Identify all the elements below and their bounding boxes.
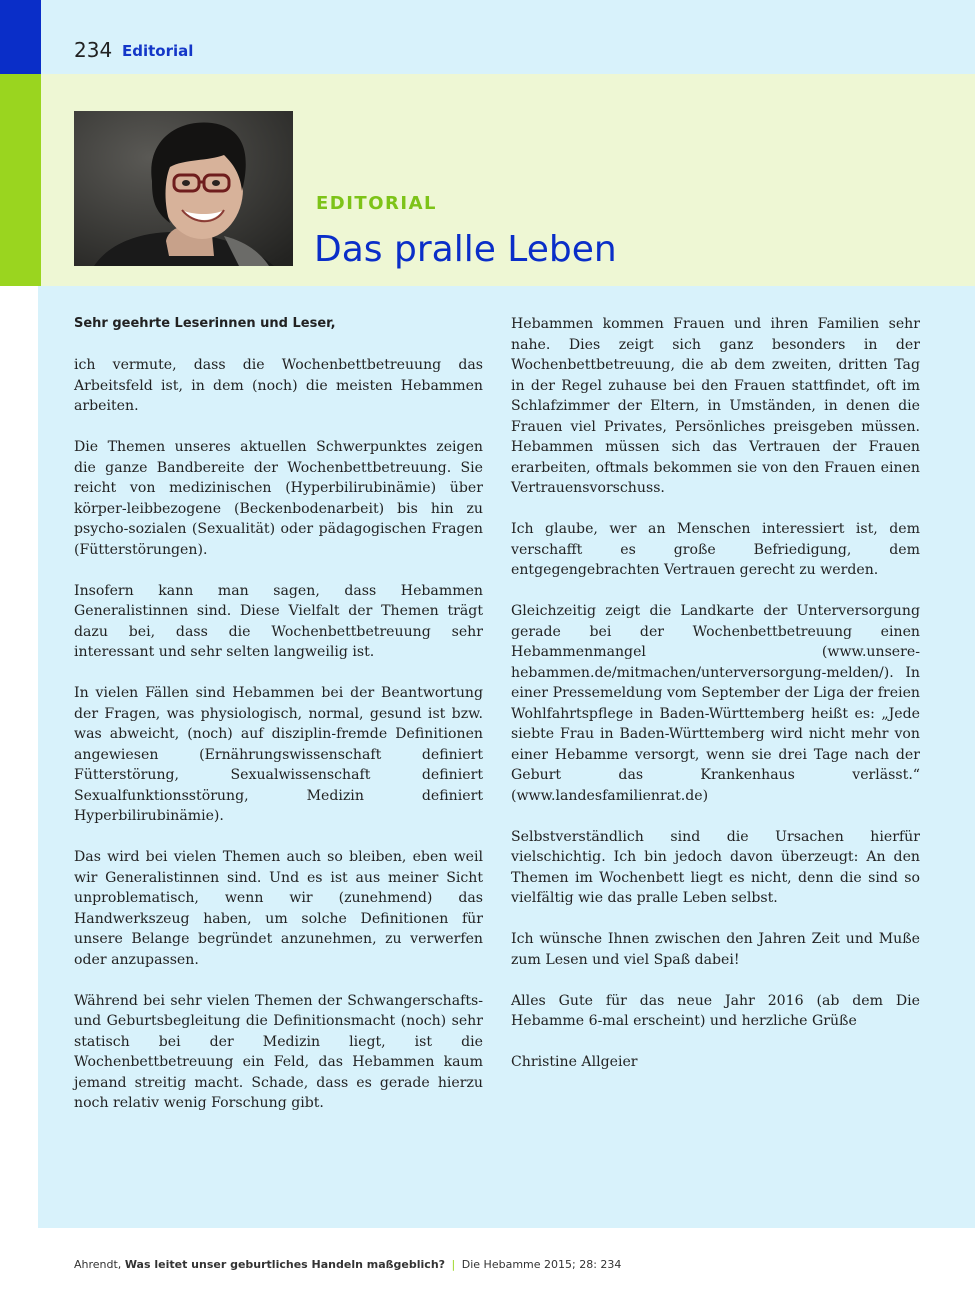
article-kicker: EDITORIAL [316, 193, 437, 214]
paragraph: Das wird bei vielen Themen auch so bleiben, eben weil wir Generalistinnen sind. Und es ist aus meiner Sicht unproblematisch, wenn wir (zunehmend) das Handwerkszeug haben, um solche Definitionen für unsere Belange begründet anzunehmen, zu verwerfen oder anzupassen. [74, 849, 483, 968]
salutation: Sehr geehrte Leserinnen und Leser, [74, 316, 336, 331]
paragraph: Hebammen kommen Frauen und ihren Familien sehr nahe. Dies zeigt sich ganz besonders in der Wochenbettbetreuung, die ab dem zweiten, dritten Tag in der Regel zuhause bei den Frauen stattfindet, oft im Schlafzimmer der Eltern, in Umständen, in denen die Frauen viel Privates, Persönliches preisgeben müssen. Hebammen müssen sich das Vertrauen der Frauen erarbeiten, oftmals bekommen sie von den Frauen einen Vertrauensvorschuss. [511, 316, 920, 496]
paragraph: Während bei sehr vielen Themen der Schwangerschafts- und Geburtsbegleitung die Definitionsmacht (noch) sehr statisch bei der Medizin liegt, ist die Wochenbettbetreuung ein Feld, das Hebammen kaum jemand streitig macht. Schade, dass es gerade hierzu noch relativ wenig Forschung gibt. [74, 992, 483, 1111]
footer-author: Ahrendt, [74, 1258, 122, 1271]
paragraph: Insofern kann man sagen, dass Hebammen Generalistinnen sind. Diese Vielfalt der Themen trägt dazu bei, dass die Wochenbettbetreuung sehr interessant und sehr selten langweilig ist. [74, 582, 483, 660]
signature: Christine Allgeier [511, 1054, 638, 1070]
page-number: 234 [74, 38, 113, 62]
paragraph: Selbstverständlich sind die Ursachen hierfür vielschichtig. Ich bin jedoch davon überzeugt: An den Themen im Wochenbett liegt es nicht, denn die sind so vielfältig wie das pralle Leben selbst. [511, 828, 920, 906]
footer-separator: | [451, 1258, 456, 1271]
right-column [511, 314, 920, 1093]
green-edge-bar [0, 74, 41, 286]
paragraph: Alles Gute für das neue Jahr 2016 (ab dem Die Hebamme 6-mal erscheint) und herzliche Grüße [511, 992, 920, 1029]
paragraph: Ich glaube, wer an Menschen interessiert ist, dem verschafft es große Befriedigung, dem entgegengebrachten Vertrauen gerecht zu werden. [511, 521, 920, 578]
left-column [74, 314, 483, 1134]
top-band [0, 0, 975, 74]
paragraph: In vielen Fällen sind Hebammen bei der Beantwortung der Fragen, was physiologisch, normal, gesund ist bzw. was abweicht, (noch) auf disziplin-fremde Definitionen angewiesen (Ernährungswissenschaft definiert Fütterstörung, Sexualwissenschaft definiert Sexualfunktionsstörung, Medizin definiert Hyperbilirubinämie). [74, 685, 483, 824]
paragraph: Gleichzeitig zeigt die Landkarte der Unterversorgung gerade bei der Wochenbettbetreuung einen Hebammenmangel (www.unsere-hebammen.de/mitmachen/unterversorgung-melden/). In einer Pressemeldung vom September der Liga der freien Wohlfahrtspflege in Baden-Württemberg heißt es: „Jede siebte Frau in Baden-Württemberg wird nicht mehr von einer Hebamme versorgt, wenn sie drei Tage nach der Geburt das Krankenhaus verlässt.“ (www.landesfamilienrat.de) [511, 603, 920, 804]
author-portrait [74, 111, 293, 266]
portrait-photo-icon [74, 111, 293, 266]
paragraph: Die Themen unseres aktuellen Schwerpunktes zeigen die ganze Bandbereite der Wochenbettbetreuung. Sie reicht von medizinischen (Hyperbilirubinämie) über körper-leibbezogene (Beckenbodenarbeit) bis hin zu psycho-sozialen (Sexualität) oder pädagogischen Fragen (Fütterstörungen). [74, 439, 483, 558]
paragraph: ich vermute, dass die Wochenbettbetreuung das Arbeitsfeld ist, in dem (noch) die meisten Hebammen arbeiten. [74, 357, 483, 414]
paragraph: Ich wünsche Ihnen zwischen den Jahren Zeit und Muße zum Lesen und viel Spaß dabei! [511, 931, 920, 968]
article-title: Das pralle Leben [314, 229, 617, 270]
footer-citation [74, 1258, 621, 1271]
blue-edge-bar [0, 0, 41, 74]
footer-article-title: Was leitet unser geburtliches Handeln maßgeblich? [124, 1258, 446, 1271]
footer-journal-citation: Die Hebamme 2015; 28: 234 [461, 1258, 622, 1271]
section-name: Editorial [122, 42, 194, 60]
